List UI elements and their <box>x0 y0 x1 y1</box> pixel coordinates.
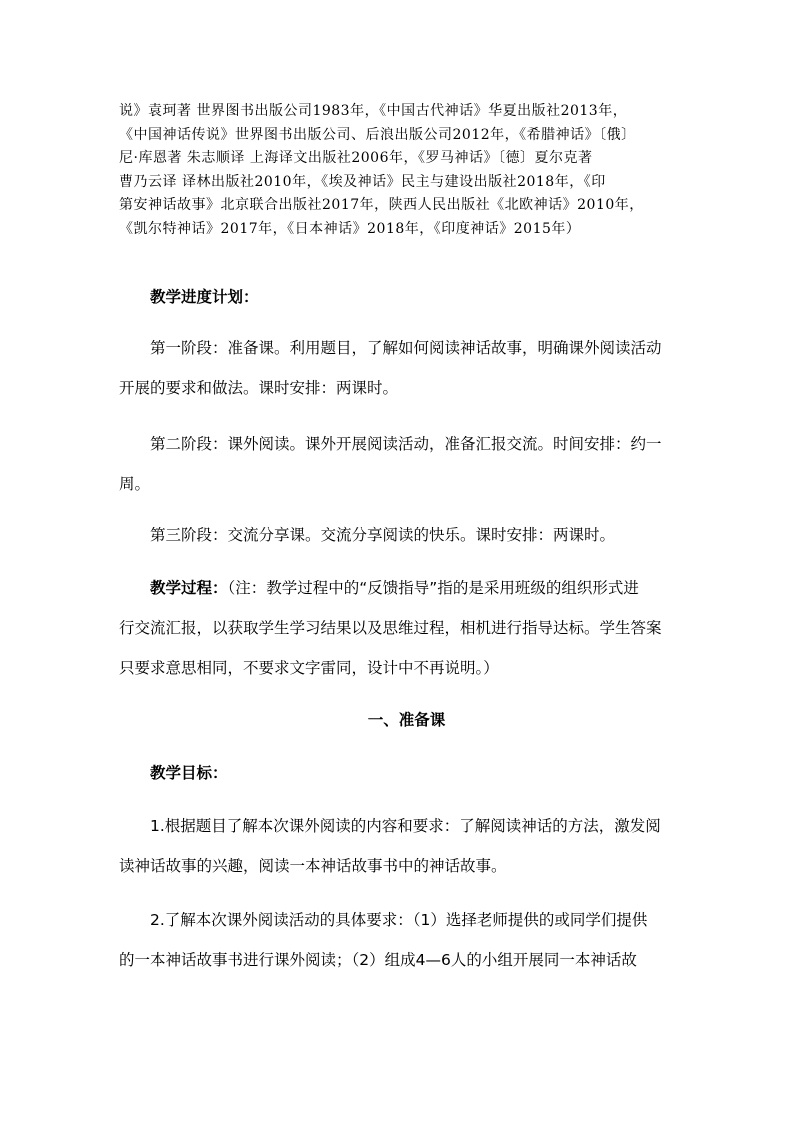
paragraph-line: 1.根据题目了解本次课外阅读的内容和要求：了解阅读神话的方法，激发阅 <box>150 817 661 835</box>
goal-two-paragraph <box>119 900 694 980</box>
reference-line: 第安神话故事》北京联合出版社2017年，陕西人民出版社《北欧神话》2010年， <box>119 197 644 213</box>
process-note: （注：教学过程中的“反馈指导”指的是采用班级的组织形式进 <box>227 579 639 597</box>
process-paragraph <box>119 568 694 688</box>
paragraph-line: 第二阶段：课外阅读。课外开展阅读活动，准备汇报交流。时间安排：约一 <box>150 435 662 453</box>
paragraph-line: 第三阶段：交流分享课。交流分享阅读的快乐。课时安排：两课时。 <box>150 526 616 544</box>
paragraph-line: 2.了解本次课外阅读活动的具体要求：（1）选择老师提供的或同学们提供 <box>150 911 648 929</box>
section-title: 一、准备课 <box>367 711 446 729</box>
reference-list <box>119 100 689 241</box>
reference-line: 《凯尔特神话》2017年，《日本神话》2018年，《印度神话》2015年） <box>119 220 581 237</box>
stage-two-paragraph <box>119 424 694 504</box>
goal-one-paragraph <box>119 806 694 886</box>
paragraph-line: 读神话故事的兴趣，阅读一本神话故事书中的神话故事。 <box>119 857 507 875</box>
stage-one-paragraph <box>119 328 694 408</box>
paragraph-line: 行交流汇报，以获取学生学习结果以及思维过程，相机进行指导达标。学生答案 <box>119 619 662 637</box>
paragraph-line: 开展的要求和做法。课时安排：两课时。 <box>119 379 399 397</box>
paragraph-line: 第一阶段：准备课。利用题目，了解如何阅读神话故事，明确课外阅读活动 <box>150 339 662 357</box>
goals-heading: 教学目标： <box>150 764 228 782</box>
paragraph-line: 周。 <box>119 475 151 493</box>
schedule-heading: 教学进度计划： <box>150 288 259 306</box>
process-label: 教学过程： <box>150 579 228 597</box>
reference-line: 曹乃云译 译林出版社2010年，《埃及神话》民主与建设出版社2018年，《印 <box>119 173 606 190</box>
reference-line: 说》袁珂著 世界图书出版公司1983年，《中国古代神话》华夏出版社2013年， <box>119 103 628 119</box>
stage-three-paragraph <box>119 515 694 555</box>
reference-line: 《中国神话传说》世界图书出版公司、后浪出版公司2012年，《希腊神话》〔俄〕 <box>119 126 636 143</box>
reference-line: 尼·库恩著 朱志顺译 上海译文出版社2006年，《罗马神话》〔德〕夏尔克著 <box>119 150 593 166</box>
paragraph-line: 只要求意思相同，不要求文字雷同，设计中不再说明。） <box>119 659 499 677</box>
paragraph-line: 的一本神话故事书进行课外阅读；（2）组成4—6人的小组开展同一本神话故 <box>119 951 637 969</box>
paragraph-line <box>119 568 694 608</box>
